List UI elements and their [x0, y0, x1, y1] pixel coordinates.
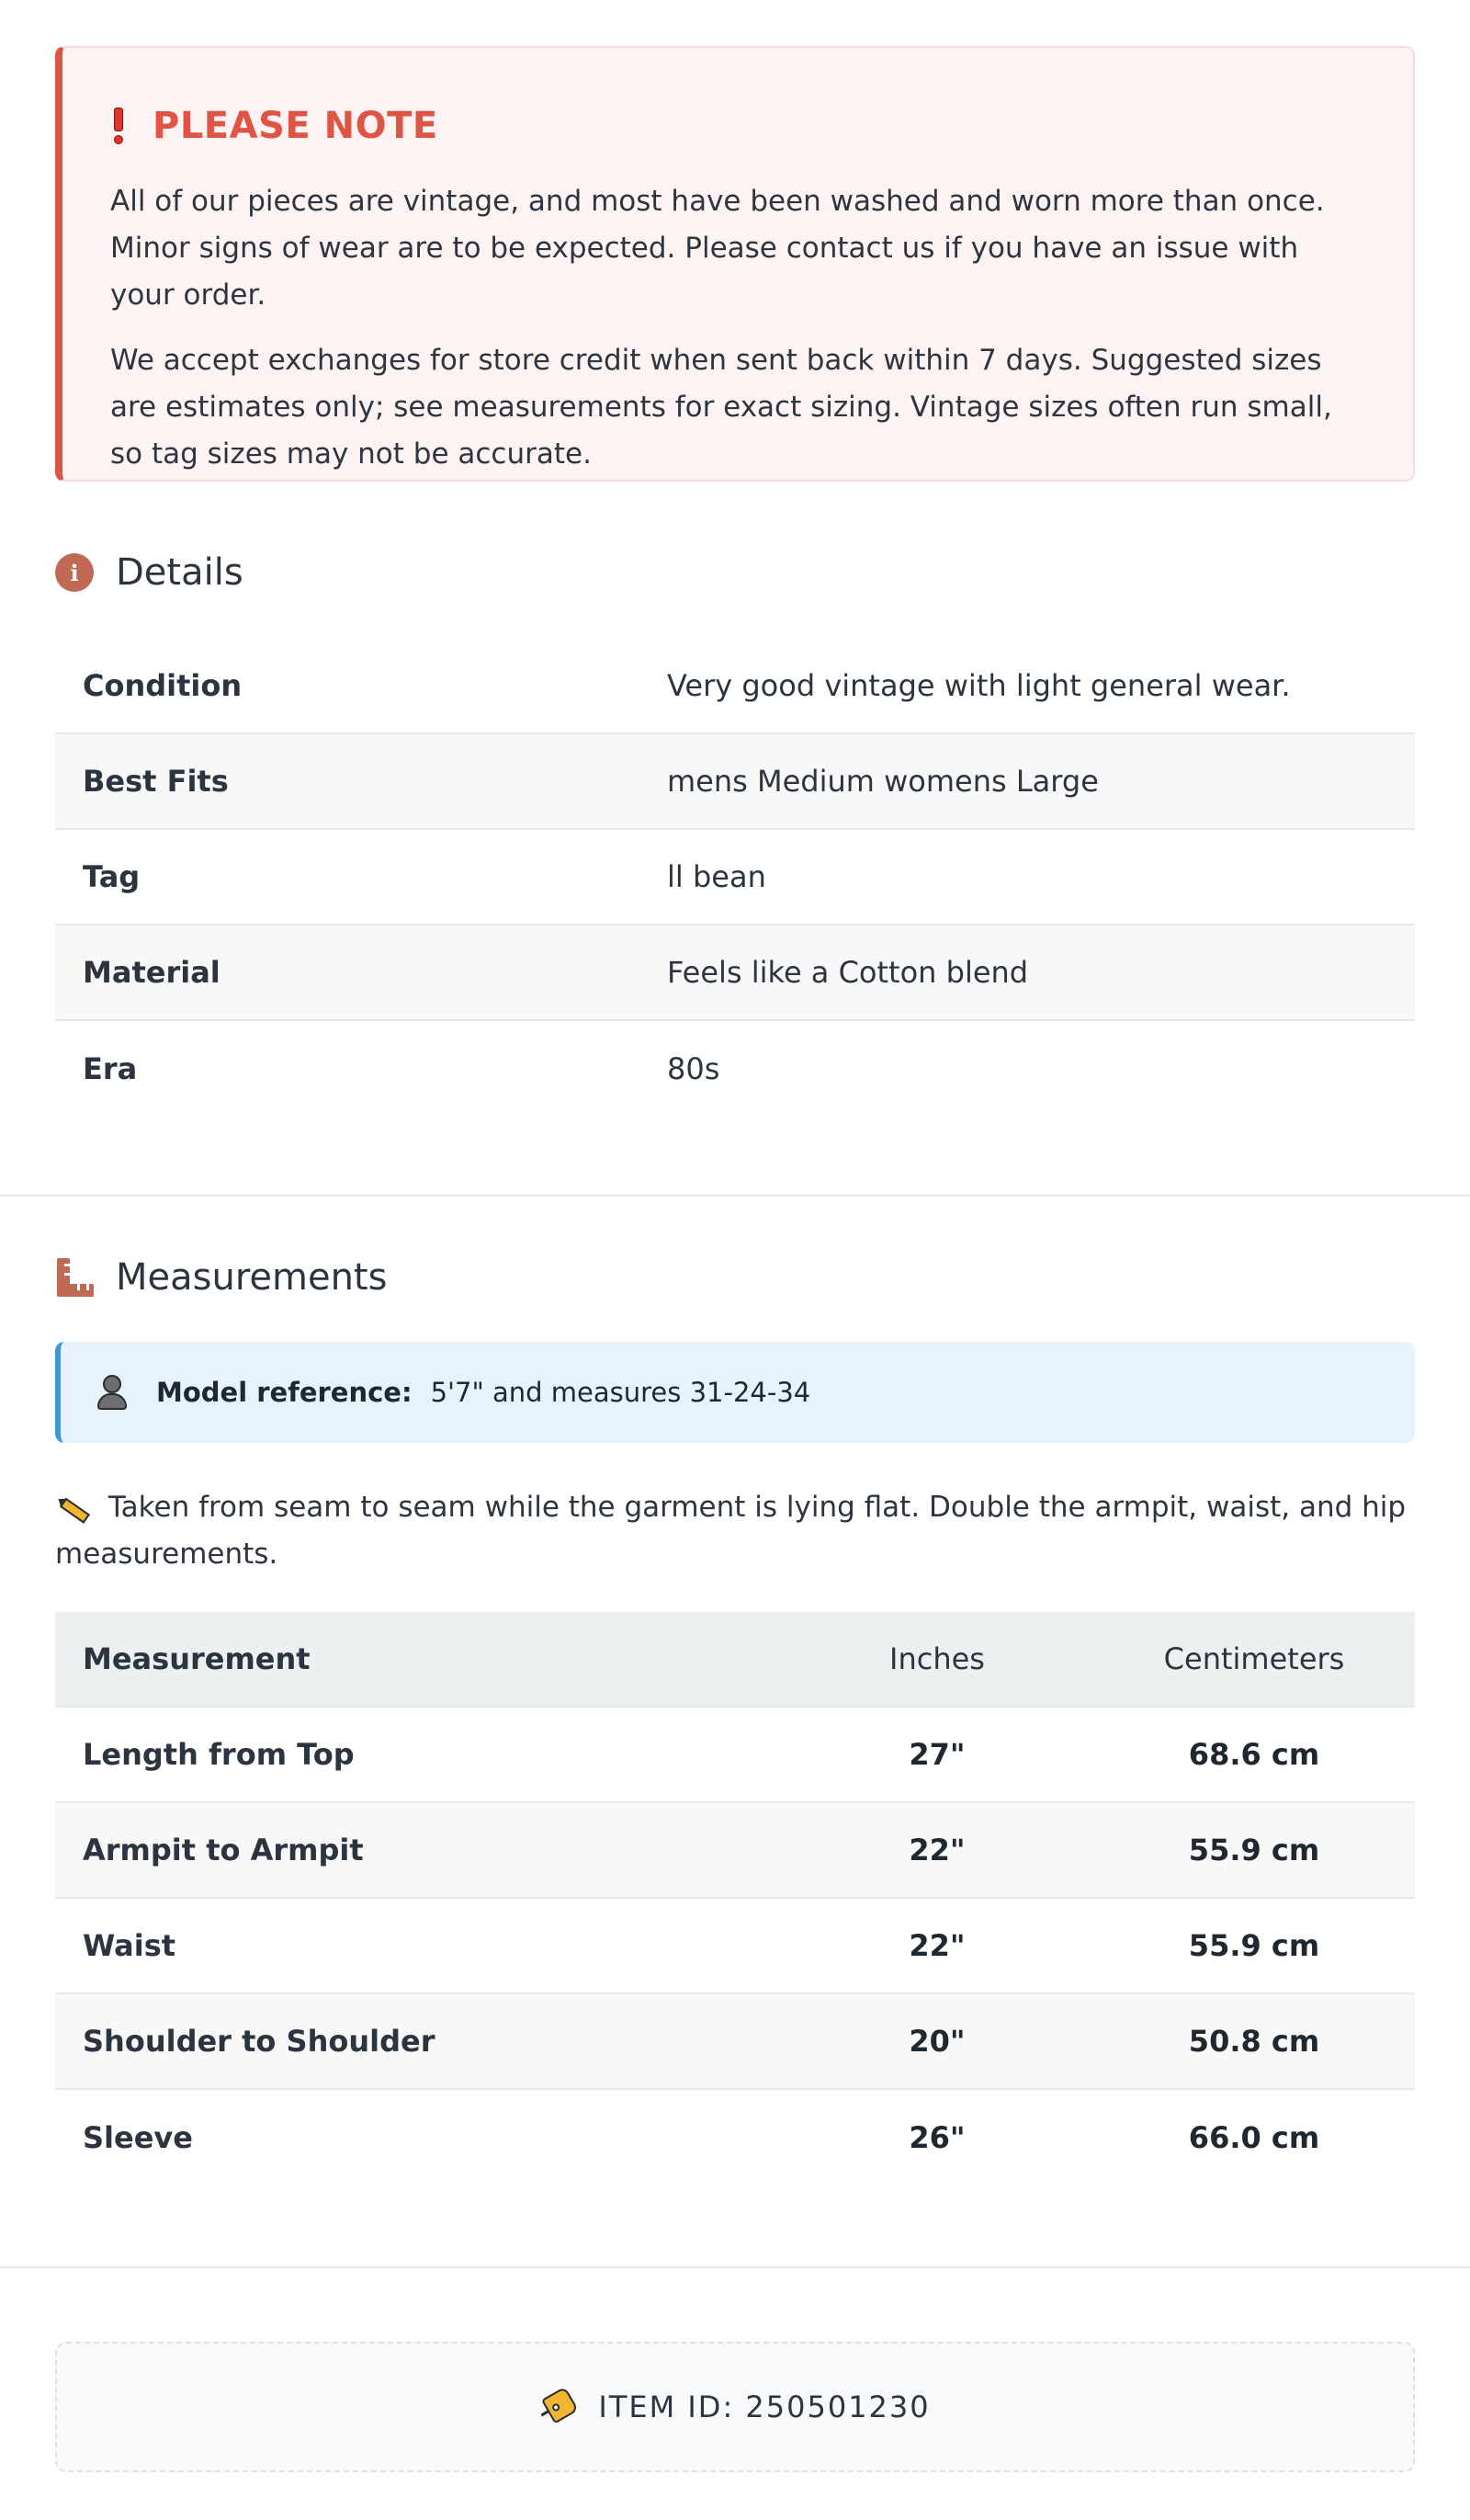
column-header: Centimeters	[1163, 1641, 1345, 1676]
model-reference-value: 5'7" and measures 31-24-34	[430, 1377, 811, 1408]
item-id-box	[55, 2342, 1415, 2472]
details-title: Details	[116, 551, 243, 594]
details-row	[55, 1021, 1415, 1117]
note-heading	[110, 105, 1367, 147]
details-value: Very good vintage with light general wear.	[667, 668, 1291, 703]
details-label: Best Fits	[83, 764, 229, 799]
details-row	[55, 639, 1415, 734]
measurement-cm: 68.6 cm	[1188, 1737, 1320, 1772]
model-reference-label: Model reference:	[156, 1377, 413, 1408]
details-row	[55, 734, 1415, 830]
table-row	[55, 1899, 1415, 1994]
model-reference-box	[55, 1342, 1415, 1443]
details-label: Material	[83, 955, 220, 990]
measurement-inches: 22"	[909, 1833, 966, 1867]
item-id: ITEM ID: 250501230	[598, 2389, 931, 2424]
measurement-cm: 50.8 cm	[1188, 2024, 1320, 2059]
measurement-note	[55, 1484, 1415, 1578]
measurement-inches: 22"	[909, 1928, 966, 1963]
note-paragraph: We accept exchanges for store credit when sent back within 7 days. Suggested sizes are estimates only; see measurements for exact sizing. Vintage sizes often run small, so tag sizes may not be accurate.	[110, 344, 1332, 471]
measurement-name: Length from Top	[83, 1737, 355, 1772]
details-value: ll bean	[667, 859, 766, 894]
table-row	[55, 2090, 1415, 2185]
table-row	[55, 1708, 1415, 1803]
section-divider	[0, 1195, 1470, 1197]
pencil-icon	[53, 1491, 93, 1526]
measurement-name: Waist	[83, 1928, 176, 1963]
measurement-cm: 55.9 cm	[1188, 1833, 1320, 1867]
please-note-box	[55, 46, 1415, 482]
details-label: Tag	[83, 859, 141, 894]
details-row	[55, 830, 1415, 925]
table-row	[55, 1803, 1415, 1899]
ruler-icon	[55, 1258, 94, 1297]
measurements-table	[55, 1612, 1415, 2185]
info-icon: i	[55, 553, 94, 592]
measurement-inches: 26"	[909, 2120, 966, 2155]
measurement-note-text: Taken from seam to seam while the garment is lying flat. Double the armpit, waist, and hip measurements.	[55, 1491, 1407, 1571]
details-value: 80s	[667, 1051, 720, 1086]
measurement-name: Sleeve	[83, 2120, 193, 2155]
measurement-cm: 66.0 cm	[1188, 2120, 1320, 2155]
details-heading	[55, 551, 243, 594]
measurements-title: Measurements	[116, 1256, 388, 1299]
details-label: Condition	[83, 668, 243, 703]
measurement-name: Shoulder to Shoulder	[83, 2024, 435, 2059]
details-value: Feels like a Cotton blend	[667, 955, 1029, 990]
table-header-row	[55, 1612, 1415, 1708]
exclamation-icon	[110, 108, 127, 144]
measurements-heading	[55, 1256, 387, 1299]
details-value: mens Medium womens Large	[667, 764, 1099, 799]
section-divider	[0, 2266, 1470, 2268]
table-row	[55, 1994, 1415, 2090]
column-header: Measurement	[83, 1641, 311, 1676]
measurement-name: Armpit to Armpit	[83, 1833, 364, 1867]
column-header: Inches	[889, 1641, 985, 1676]
note-paragraph: All of our pieces are vintage, and most have been washed and worn more than once. Minor signs of wear are to be expected. Please contact us if you have an issue with your order.	[110, 185, 1325, 312]
measurement-inches: 20"	[909, 2024, 966, 2059]
tag-icon	[535, 2387, 579, 2428]
person-icon	[96, 1375, 129, 1410]
note-title: PLEASE NOTE	[153, 105, 438, 147]
measurement-cm: 55.9 cm	[1188, 1928, 1320, 1963]
details-row	[55, 925, 1415, 1021]
details-label: Era	[83, 1051, 138, 1086]
measurement-inches: 27"	[909, 1737, 966, 1772]
details-table	[55, 639, 1415, 1117]
